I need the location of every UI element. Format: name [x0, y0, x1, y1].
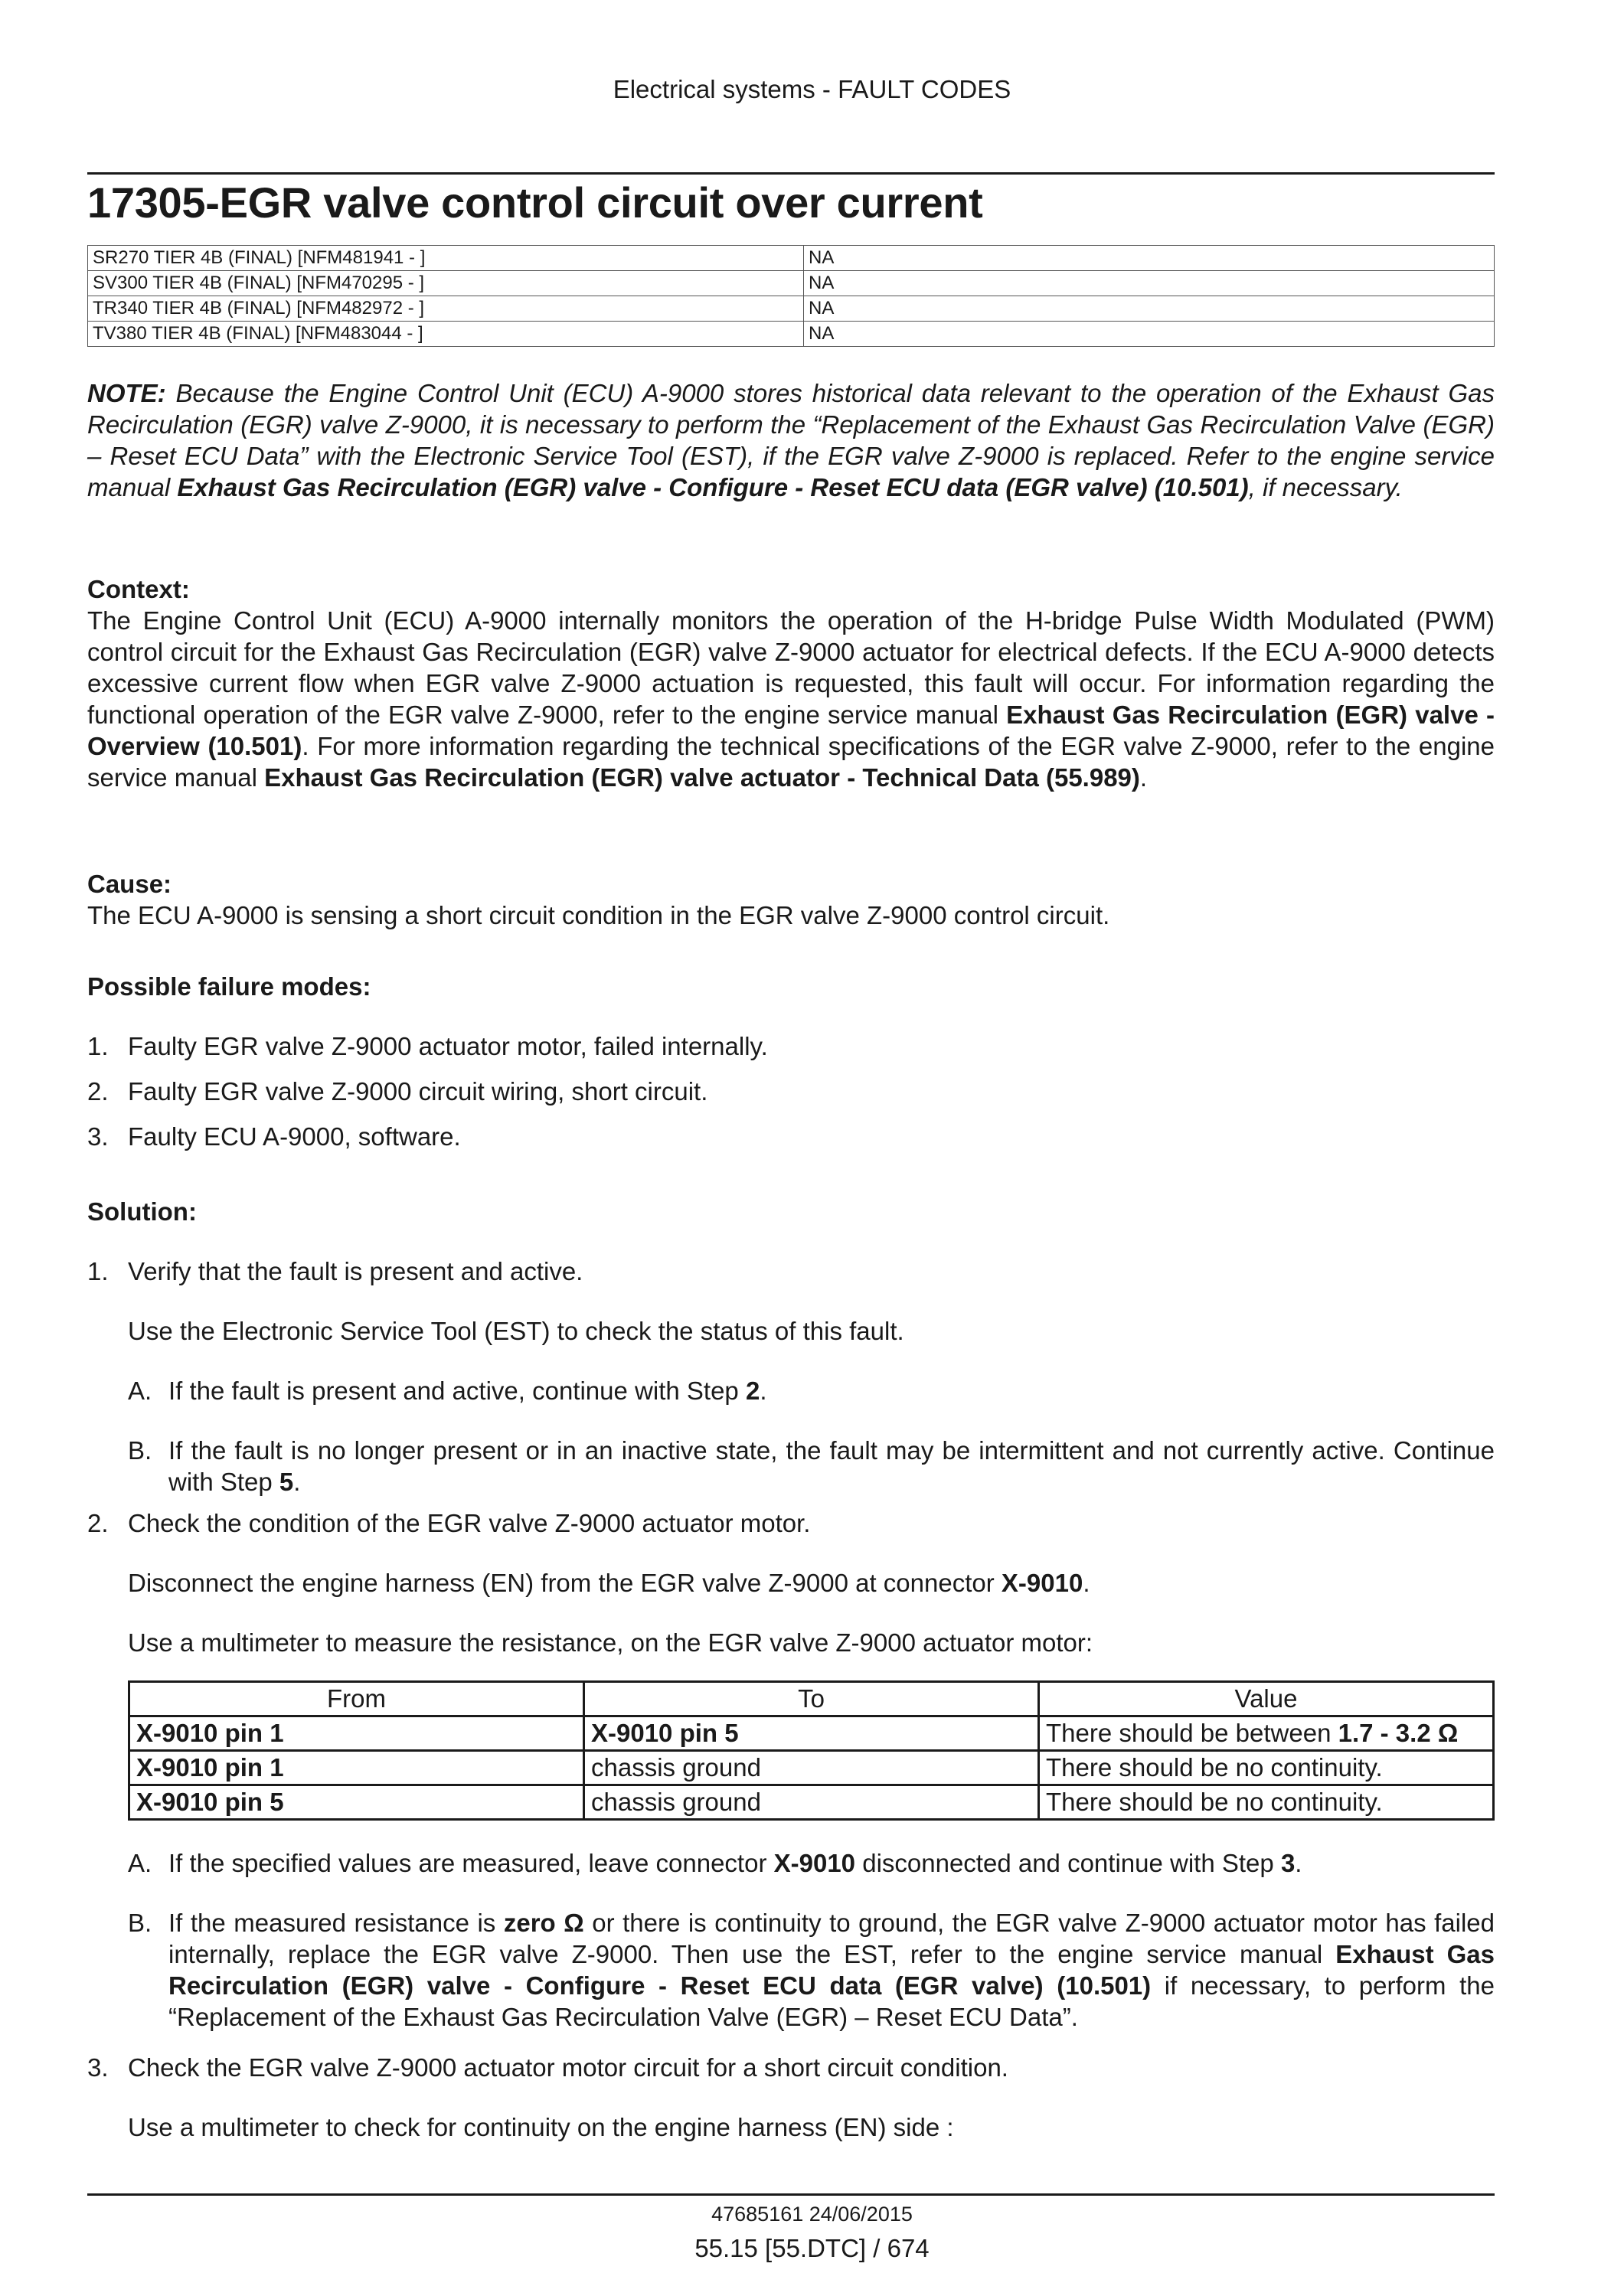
column-header: Value: [1039, 1682, 1494, 1716]
context-reference-link-1[interactable]: Exhaust Gas Recirculation (EGR) valve - Overview (10.501): [87, 701, 1495, 760]
from-cell: X-9010 pin 5: [129, 1785, 584, 1820]
substep-text-part: or there is continuity to ground, the EGR valve Z-9000 actuator motor has failed internally, replace the EGR valve Z-9000. Then use the EST, refer to the engine service manual: [168, 1909, 1495, 1968]
substep-text-part: If the measured resistance is: [168, 1909, 504, 1937]
from-cell: X-9010 pin 1: [129, 1751, 584, 1785]
context-reference-link-2[interactable]: Exhaust Gas Recirculation (EGR) valve actuator - Technical Data (55.989): [264, 763, 1140, 792]
step-detail: [128, 1567, 1495, 1599]
step-detail: Use a multimeter to check for continuity on the engine harness (EN) side :: [128, 2113, 954, 2141]
note-text: Because the Engine Control Unit (ECU) A-9000 stores historical data relevant to the operation of the Exhaust Gas Recirculation (EGR) valve Z-9000, it is necessary to perform the “Replacement of the Exhaust Gas Recirculation Valve (EGR) – Reset ECU Data” with the Electronic Service Tool (EST), if the EGR valve Z-9000 is replaced. Refer to the engine service manual: [87, 379, 1495, 501]
note-tail: , if necessary.: [1248, 473, 1403, 501]
substep-letter: A.: [128, 1849, 152, 1877]
step-detail-end: .: [1083, 1569, 1090, 1597]
step-number: 1.: [87, 1257, 109, 1285]
table-row: [129, 1785, 1494, 1820]
substep-text-part: if necessary, to perform the “Replacement of the Exhaust Gas Recirculation Valve (EGR) – Reset ECU Data”.: [168, 1971, 1495, 2031]
value-cell: NA: [804, 296, 1495, 322]
table-row: [88, 322, 1495, 347]
column-header: To: [584, 1682, 1039, 1716]
model-cell: TV380 TIER 4B (FINAL) [NFM483044 - ]: [88, 322, 804, 347]
substep-text-end: .: [1295, 1849, 1302, 1877]
table-row: [88, 246, 1495, 271]
substep-text: [168, 1907, 1495, 2033]
to-cell: chassis ground: [584, 1785, 1039, 1820]
to-cell: chassis ground: [584, 1751, 1039, 1785]
note-reference-link[interactable]: Exhaust Gas Recirculation (EGR) valve - Configure - Reset ECU data (EGR valve) (10.501): [177, 473, 1249, 501]
context-paragraph: [87, 605, 1495, 793]
list-item-number: 3.: [87, 1122, 109, 1151]
list-item: Faulty EGR valve Z-9000 actuator motor, failed internally.: [128, 1032, 768, 1060]
table-row: [88, 296, 1495, 322]
step-text: Check the EGR valve Z-9000 actuator motor circuit for a short circuit condition.: [128, 2053, 1008, 2082]
model-cell: TR340 TIER 4B (FINAL) [NFM482972 - ]: [88, 296, 804, 322]
value-text: There should be between: [1046, 1719, 1338, 1747]
step-text: Check the condition of the EGR valve Z-9000 actuator motor.: [128, 1509, 811, 1537]
substep-text: [168, 1847, 1495, 1879]
resistance-value: zero Ω: [503, 1909, 584, 1937]
list-item-number: 2.: [87, 1077, 109, 1106]
list-item-number: 1.: [87, 1032, 109, 1060]
failure-modes-heading: Possible failure modes:: [87, 972, 371, 1001]
substep-text-part: If the fault is present and active, continue with Step: [168, 1377, 746, 1405]
table-row: [129, 1751, 1494, 1785]
step-reference: 2: [745, 1377, 760, 1405]
note-label: NOTE:: [87, 379, 166, 407]
connector-id: X-9010: [773, 1849, 856, 1877]
substep-text-part: If the specified values are measured, leave connector: [168, 1849, 774, 1877]
resistance-table: [128, 1680, 1495, 1821]
cause-heading: Cause:: [87, 870, 172, 898]
value-cell: NA: [804, 271, 1495, 296]
step-text: Verify that the fault is present and active.: [128, 1257, 583, 1285]
table-header-row: [129, 1682, 1494, 1716]
from-cell: X-9010 pin 1: [129, 1716, 584, 1751]
substep-letter: A.: [128, 1377, 152, 1405]
context-text-1: The Engine Control Unit (ECU) A-9000 internally monitors the operation of the H-bridge Pulse Width Modulated (PWM) control circuit for the Exhaust Gas Recirculation (EGR) valve Z-9000 actuator for electrical defects. If the ECU A-9000 detects excessive current flow when EGR valve Z-9000 actuation is requested, this fault will occur. For information regarding the functional operation of the EGR valve Z-9000, refer to the engine service manual: [87, 606, 1495, 729]
list-item: Faulty ECU A-9000, software.: [128, 1122, 461, 1151]
solution-heading: Solution:: [87, 1197, 197, 1226]
applicability-table: [87, 245, 1495, 347]
substep-letter: B.: [128, 1436, 152, 1465]
reference-link[interactable]: Exhaust Gas Recirculation (EGR) valve - Configure - Reset ECU data (EGR valve) (10.501): [168, 1940, 1495, 2000]
connector-id: X-9010: [1001, 1569, 1083, 1597]
context-heading: Context:: [87, 575, 190, 603]
substep-text-part: If the fault is no longer present or in an inactive state, the fault may be intermittent and not currently active. Continue with Step: [168, 1436, 1495, 1496]
substep-text-part: disconnected and continue with Step: [855, 1849, 1281, 1877]
table-row: [88, 271, 1495, 296]
value-cell: [1039, 1716, 1494, 1751]
substep-text: [168, 1435, 1495, 1497]
model-cell: SV300 TIER 4B (FINAL) [NFM470295 - ]: [88, 271, 804, 296]
substep-text-end: .: [760, 1377, 767, 1405]
step-number: 3.: [87, 2053, 109, 2082]
to-cell: X-9010 pin 5: [584, 1716, 1039, 1751]
page-reference: 55.15 [55.DTC] / 674: [694, 2234, 930, 2262]
substep-text-end: .: [293, 1468, 301, 1496]
value-spec: 1.7 - 3.2 Ω: [1338, 1719, 1459, 1747]
step-number: 2.: [87, 1509, 109, 1537]
table-row: [129, 1716, 1494, 1751]
value-cell: There should be no continuity.: [1039, 1785, 1494, 1820]
step-reference: 5: [279, 1468, 294, 1496]
footer-rule: [87, 2193, 1495, 2196]
note-paragraph: [87, 377, 1495, 503]
running-head: Electrical systems - FAULT CODES: [613, 75, 1011, 103]
step-reference: 3: [1280, 1849, 1296, 1877]
step-detail: Use a multimeter to measure the resistance, on the EGR valve Z-9000 actuator motor:: [128, 1628, 1093, 1657]
substep-letter: B.: [128, 1909, 152, 1937]
page-title: 17305-EGR valve control circuit over current: [87, 178, 983, 227]
value-cell: There should be no continuity.: [1039, 1751, 1494, 1785]
context-text-2: . For more information regarding the technical specifications of the EGR valve Z-9000, refer to the engine service manual: [87, 732, 1495, 792]
value-cell: NA: [804, 246, 1495, 271]
value-cell: NA: [804, 322, 1495, 347]
document-number-date: 47685161 24/06/2015: [711, 2203, 913, 2226]
substep-text: [168, 1375, 1495, 1406]
step-detail: Use the Electronic Service Tool (EST) to check the status of this fault.: [128, 1317, 904, 1345]
step-detail-part: Disconnect the engine harness (EN) from the EGR valve Z-9000 at connector: [128, 1569, 1002, 1597]
cause-text: The ECU A-9000 is sensing a short circuit condition in the EGR valve Z-9000 control circuit.: [87, 901, 1110, 929]
model-cell: SR270 TIER 4B (FINAL) [NFM481941 - ]: [88, 246, 804, 271]
title-top-rule: [87, 172, 1495, 175]
context-text-3: .: [1139, 763, 1148, 792]
list-item: Faulty EGR valve Z-9000 circuit wiring, short circuit.: [128, 1077, 708, 1106]
column-header: From: [129, 1682, 584, 1716]
